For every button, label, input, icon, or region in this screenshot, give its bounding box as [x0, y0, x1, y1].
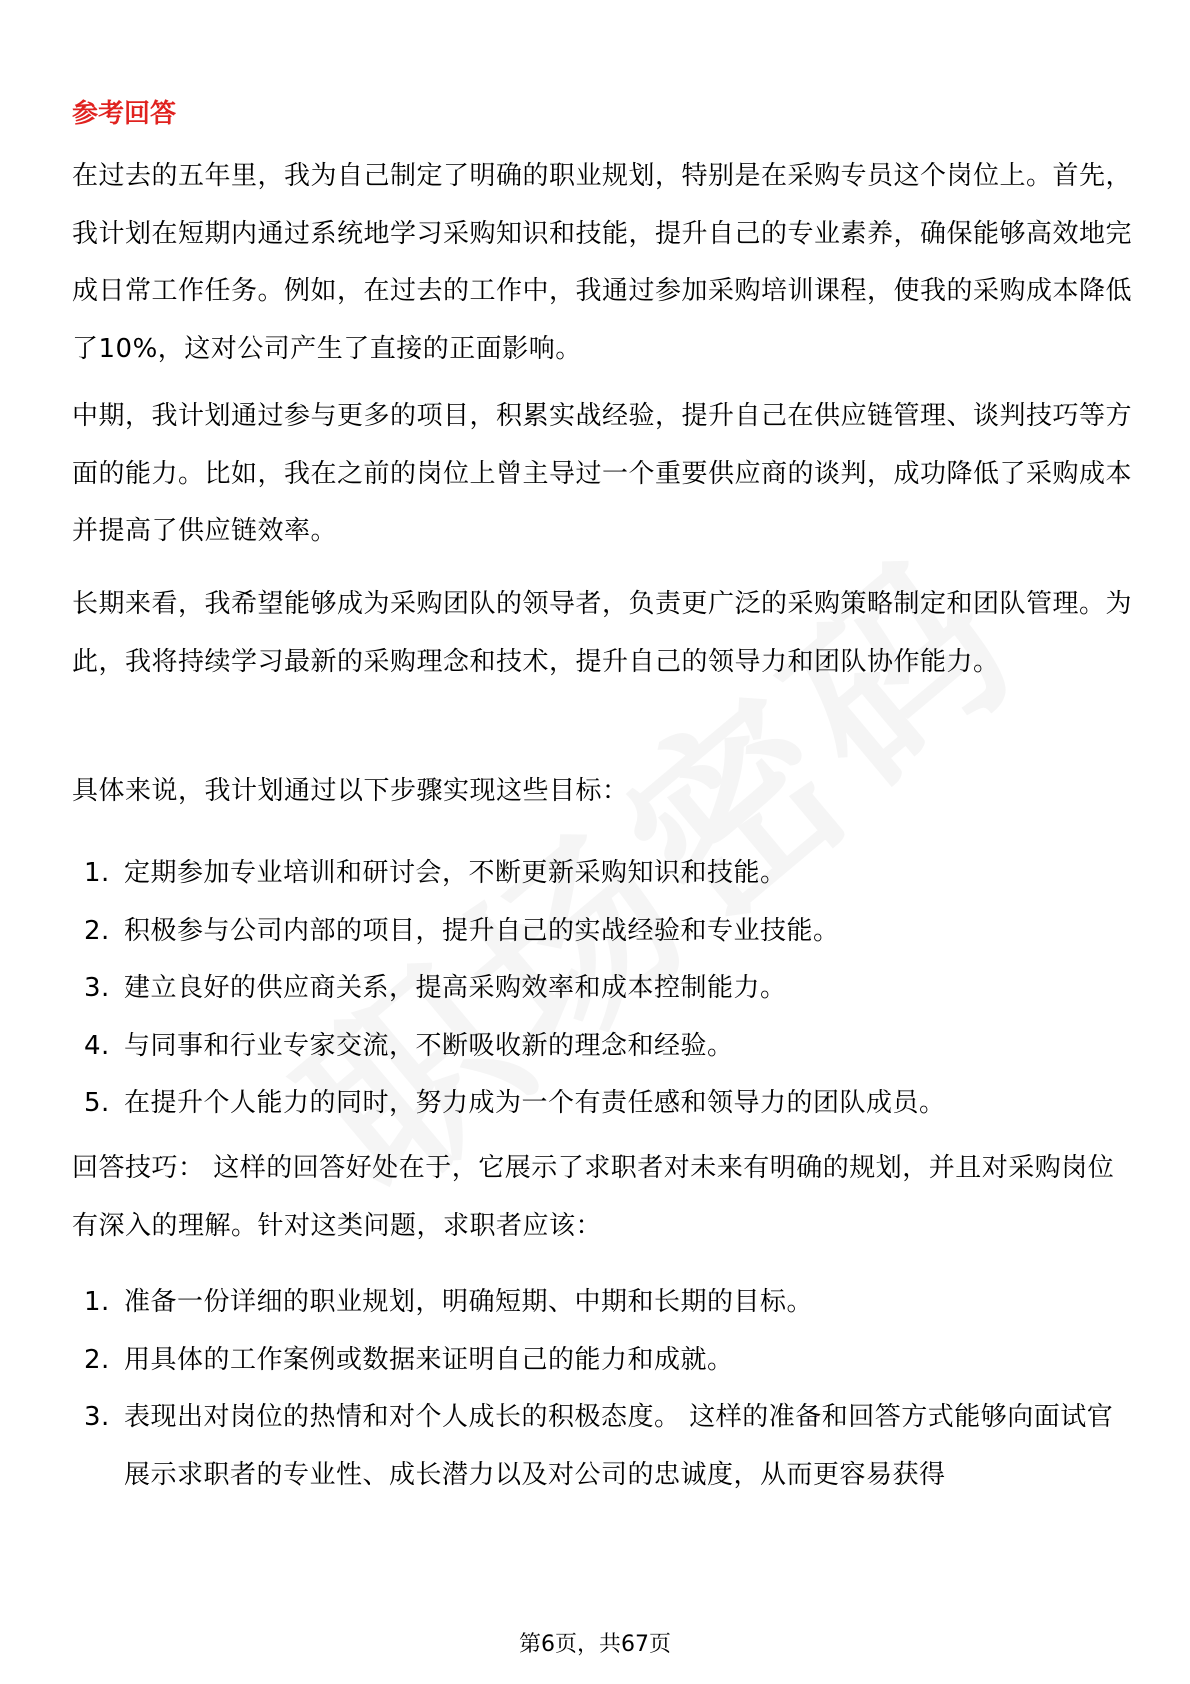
- list-item: [72, 903, 1132, 961]
- list-item-text: 定期参加专业培训和研讨会，不断更新采购知识和技能。: [124, 858, 787, 888]
- list-item: [72, 960, 1132, 1018]
- list-number: 2.: [84, 915, 110, 946]
- list-item-text: 用具体的工作案例或数据来证明自己的能力和成就。: [124, 1344, 734, 1375]
- list-number: 1.: [84, 858, 110, 888]
- list-item-text: 与同事和行业专家交流，不断吸收新的理念和经验。: [124, 1030, 734, 1061]
- tips-list: [72, 1274, 1132, 1504]
- answer-paragraph-1: 在过去的五年里，我为自己制定了明确的职业规划，特别是在采购专员这个岗位上。首先，我计划在短期内通过系统地学习采购知识和技能，提升自己的专业素养，确保能够高效地完成日常工作任务。例如，在过去的工作中，我通过参加采购培训课程，使我的采购成本降低了10%，这对公司产生了直接的正面影响。: [72, 161, 1133, 364]
- list-number: 1.: [84, 1287, 110, 1317]
- steps-intro: 具体来说，我计划通过以下步骤实现这些目标：: [72, 776, 629, 806]
- list-item: [72, 1274, 1132, 1332]
- list-item-text: 表现出对岗位的热情和对个人成长的积极态度。 这样的准备和回答方式能够向面试官展示求职者的专业性、成长潜力以及对公司的忠诚度，从而更容易获得: [124, 1402, 1114, 1490]
- list-item: [72, 1075, 1132, 1133]
- steps-list: [72, 845, 1132, 1133]
- list-item-text: 准备一份详细的职业规划，明确短期、中期和长期的目标。: [124, 1287, 814, 1317]
- list-item: [72, 845, 1132, 903]
- list-number: 4.: [84, 1030, 110, 1061]
- answer-paragraph-2: 中期，我计划通过参与更多的项目，积累实战经验，提升自己在供应链管理、谈判技巧等方面的能力。比如，我在之前的岗位上曾主导过一个重要供应商的谈判，成功降低了采购成本并提高了供应链效率。: [72, 401, 1133, 546]
- section-heading: 参考回答: [72, 99, 177, 129]
- list-number: 2.: [84, 1344, 110, 1375]
- page-footer: 第6页，共67页: [519, 1632, 671, 1657]
- list-item-text: 建立良好的供应商关系，提高采购效率和成本控制能力。: [124, 973, 787, 1003]
- list-number: 3.: [84, 973, 110, 1003]
- list-item: [72, 1389, 1132, 1504]
- answer-paragraph-3: 长期来看，我希望能够成为采购团队的领导者，负责更广泛的采购策略制定和团队管理。为此，我将持续学习最新的采购理念和技术，提升自己的领导力和团队协作能力。: [72, 589, 1133, 677]
- list-item: [72, 1332, 1132, 1390]
- list-number: 3.: [84, 1402, 110, 1432]
- list-item: [72, 1018, 1132, 1076]
- list-item-text: 积极参与公司内部的项目，提升自己的实战经验和专业技能。: [124, 915, 840, 946]
- list-number: 5.: [84, 1088, 110, 1118]
- list-item-text: 在提升个人能力的同时，努力成为一个有责任感和领导力的团队成员。: [124, 1088, 946, 1118]
- answer-tips-paragraph: 回答技巧： 这样的回答好处在于，它展示了求职者对未来有明确的规划，并且对采购岗位有深入的理解。针对这类问题，求职者应该：: [72, 1153, 1115, 1241]
